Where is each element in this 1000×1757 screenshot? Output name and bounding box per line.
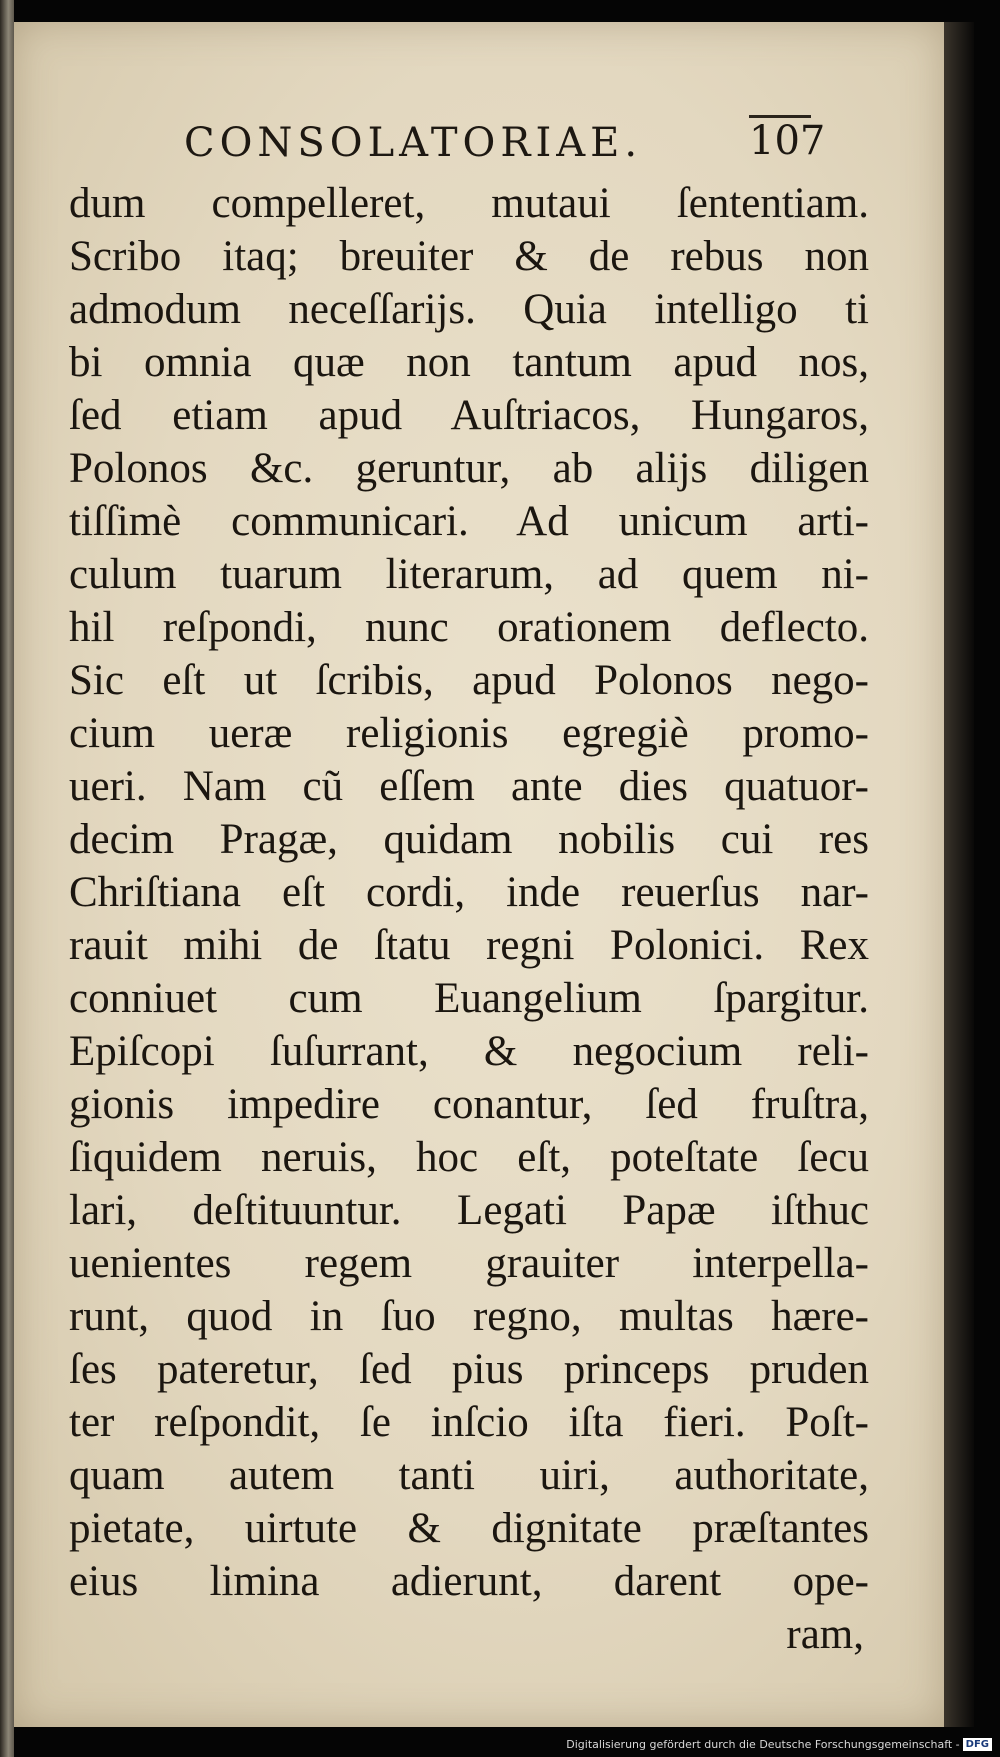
text-line: ſiquidem neruis, hoc eſt, poteſtate ſecu [69,1134,869,1181]
text-line: cium ueræ religionis egregiè promo- [69,710,869,757]
text-block [69,177,869,1661]
text-line: Scribo itaq; breuiter & de rebus non [69,233,869,280]
book-edge [0,0,14,1757]
text-line: decim Pragæ, quidam nobilis cui res [69,816,869,863]
running-head: CONSOLATORIAE. [184,120,643,166]
text-line: pietate, uirtute & dignitate præſtantes [69,1505,869,1552]
text-line: conniuet cum Euangelium ſpargitur. [69,975,869,1022]
text-line: gionis impedire conantur, ſed fruſtra, [69,1081,869,1128]
text-line: eius limina adierunt, darent ope- [69,1558,869,1605]
book-page [14,22,944,1727]
text-line: rauit mihi de ſtatu regni Polonici. Rex [69,922,869,969]
text-line: ueri. Nam cũ eſſem ante dies quatuor- [69,763,869,810]
text-line: Chriſtiana eſt cordi, inde reuerſus nar- [69,869,869,916]
text-line: bi omnia quæ non tantum apud nos, [69,339,869,386]
digitization-credit [566,1738,992,1752]
text-line: runt, quod in ſuo regno, multas hære- [69,1293,869,1340]
text-line: dum compelleret, mutaui ſententiam. [69,180,869,227]
text-line: Sic eſt ut ſcribis, apud Polonos nego- [69,657,869,704]
page-number: 107 [749,118,826,164]
text-line: uenientes regem grauiter interpella- [69,1240,869,1287]
page-gutter-shadow [944,22,974,1727]
text-line: ſed etiam apud Auſtriacos, Hungaros, [69,392,869,439]
text-line: admodum neceſſarijs. Quia intelligo ti [69,286,869,333]
text-line: culum tuarum literarum, ad quem ni- [69,551,869,598]
text-line: ter reſpondit, ſe inſcio iſta fieri. Poſt- [69,1399,869,1446]
text-line: Polonos &c. geruntur, ab alijs diligen [69,445,869,492]
text-line: tiſſimè communicari. Ad unicum arti- [69,498,869,545]
text-line: ſes pateretur, ſed pius princeps pruden [69,1346,869,1393]
credit-text: Digitalisierung gefördert durch die Deutsche Forschungsgemeinschaft - [566,1737,960,1751]
text-line: Epiſcopi ſuſurrant, & negocium reli- [69,1028,869,1075]
dfg-logo: DFG [963,1738,992,1751]
catchword: ram, [786,1611,864,1658]
text-line: lari, deſtituuntur. Legati Papæ iſthuc [69,1187,869,1234]
text-line: hil reſpondi, nunc orationem deflecto. [69,604,869,651]
text-line: quam autem tanti uiri, authoritate, [69,1452,869,1499]
